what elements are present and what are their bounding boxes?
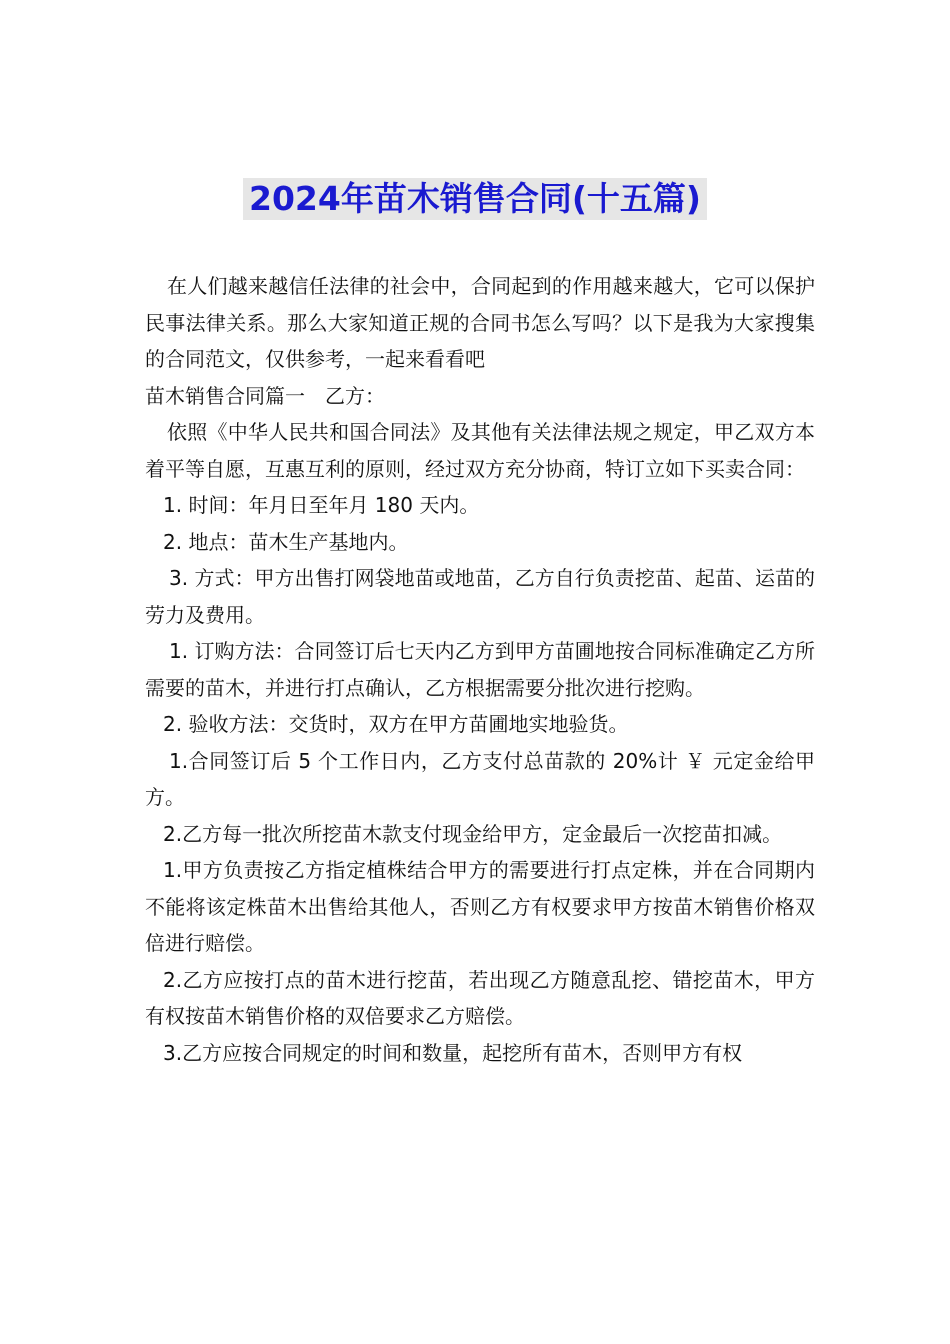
paragraph-intro: 在人们越来越信任法律的社会中，合同起到的作用越来越大，它可以保护民事法律关系。那么大家知道正规的合同书怎么写吗？以下是我为大家搜集的合同范文，仅供参考，一起来看看吧: [145, 274, 815, 371]
paragraph-buyer-deadline: 3.乙方应按合同规定的时间和数量，起挖所有苗木，否则甲方有权: [163, 1040, 743, 1065]
document-title: 2024年苗木销售合同(十五篇): [243, 178, 707, 220]
paragraph-deposit: 1.合同签订后 5 个工作日内，乙方支付总苗款的 20%计 ￥ 元定金给甲方。: [145, 748, 815, 809]
paragraph-buyer-duty: 2.乙方应按打点的苗木进行挖苗，若出现乙方随意乱挖、错挖苗木，甲方有权按苗木销售价格的双倍要求乙方赔偿。: [145, 967, 815, 1028]
paragraph-location: 2. 地点：苗木生产基地内。: [163, 529, 409, 554]
paragraph-payment: 2.乙方每一批次所挖苗木款支付现金给甲方，定金最后一次挖苗扣减。: [163, 821, 783, 846]
paragraph-order-method: 1. 订购方法：合同签订后七天内乙方到甲方苗圃地按合同标准确定乙方所需要的苗木，并进行打点确认，乙方根据需要分批次进行挖购。: [145, 639, 815, 700]
paragraph-time: 1. 时间：年月日至年月 180 天内。: [163, 493, 480, 517]
document-body: [145, 268, 815, 1071]
title-wrap: [0, 178, 950, 220]
paragraph-seller-duty: 1.甲方负责按乙方指定植株结合甲方的需要进行打点定株，并在合同期内不能将该定株苗木出售给其他人，否则乙方有权要求甲方按苗木销售价格双倍进行赔偿。: [145, 858, 815, 955]
paragraph-inspection: 2. 验收方法：交货时，双方在甲方苗圃地实地验货。: [163, 712, 629, 736]
paragraph-method: 3. 方式：甲方出售打网袋地苗或地苗，乙方自行负责挖苗、起苗、运苗的劳力及费用。: [145, 566, 815, 627]
paragraph-section-heading: 苗木销售合同篇一 乙方：: [145, 383, 385, 408]
paragraph-preamble: 依照《中华人民共和国合同法》及其他有关法律法规之规定，甲乙双方本着平等自愿，互惠互利的原则，经过双方充分协商，特订立如下买卖合同：: [145, 420, 815, 481]
